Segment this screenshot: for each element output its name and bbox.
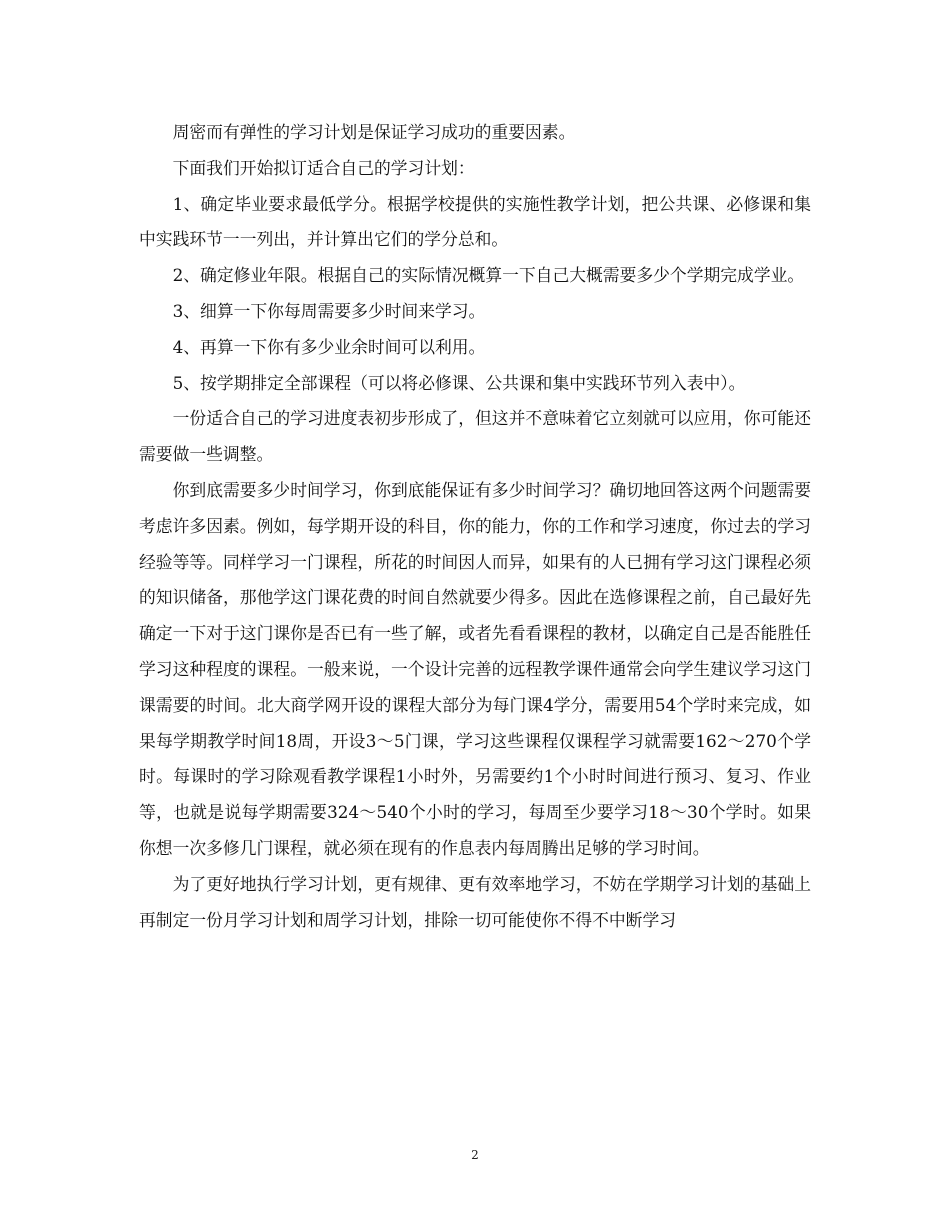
paragraph-schedule: 一份适合自己的学习进度表初步形成了，但这并不意味着它立刻就可以应用，你可能还需要做一些调整。: [139, 408, 811, 465]
paragraph-step-5: 5、按学期排定全部课程（可以将必修课、公共课和集中实践环节列入表中）。: [172, 372, 746, 393]
paragraph-step-2: 2、确定修业年限。根据自己的实际情况概算一下自己大概需要多少个学期完成学业。: [172, 265, 805, 286]
paragraph-step-3: 3、细算一下你每周需要多少时间来学习。: [172, 300, 486, 321]
paragraph-study-time: 你到底需要多少时间学习，你到底能保证有多少时间学习？确切地回答这两个问题需要考虑许多因素。例如，每学期开设的科目，你的能力，你的工作和学习速度，你过去的学习经验等等。同样学习一门课程，所花的时间因人而异，如果有的人已拥有学习这门课程必须的知识储备，那他学这门课花费的时间自然就要少得多。因此在选修课程之前，自己最好先确定一下对于这门课你是否已有一些了解，或者先看看课程的教材，以确定自己是否能胜任学习这种程度的课程。一般来说，一个设计完善的远程教学课件通常会向学生建议学习这门课需要的时间。北大商学网开设的课程大部分为每门课4学分，需要用54个学时来完成，如果每学期教学时间18周，开设3～5门课，学习这些课程仅课程学习就需要162～270个学时。每课时的学习除观看教学课程1小时外，另需要约1个小时时间进行预习、复习、作业等，也就是说每学期需要324～540个小时的学习，每周至少要学习18～30个学时。如果你想一次多修几门课程，就必须在现有的作息表内每周腾出足够的学习时间。: [139, 479, 811, 858]
paragraph-plan-heading: 下面我们开始拟订适合自己的学习计划：: [172, 157, 475, 178]
paragraph-monthly-plan: 为了更好地执行学习计划，更有规律、更有效率地学习，不妨在学期学习计划的基础上再制定一份月学习计划和周学习计划，排除一切可能使你不得不中断学习: [139, 873, 811, 930]
page-number: 2: [471, 1148, 479, 1162]
document-body: [139, 115, 811, 938]
paragraph-step-4: 4、再算一下你有多少业余时间可以利用。: [172, 336, 486, 357]
paragraph-intro: 周密而有弹性的学习计划是保证学习成功的重要因素。: [172, 122, 576, 142]
paragraph-step-1: 1、确定毕业要求最低学分。根据学校提供的实施性教学计划，把公共课、必修课和集中实践环节一一列出，并计算出它们的学分总和。: [139, 193, 811, 250]
